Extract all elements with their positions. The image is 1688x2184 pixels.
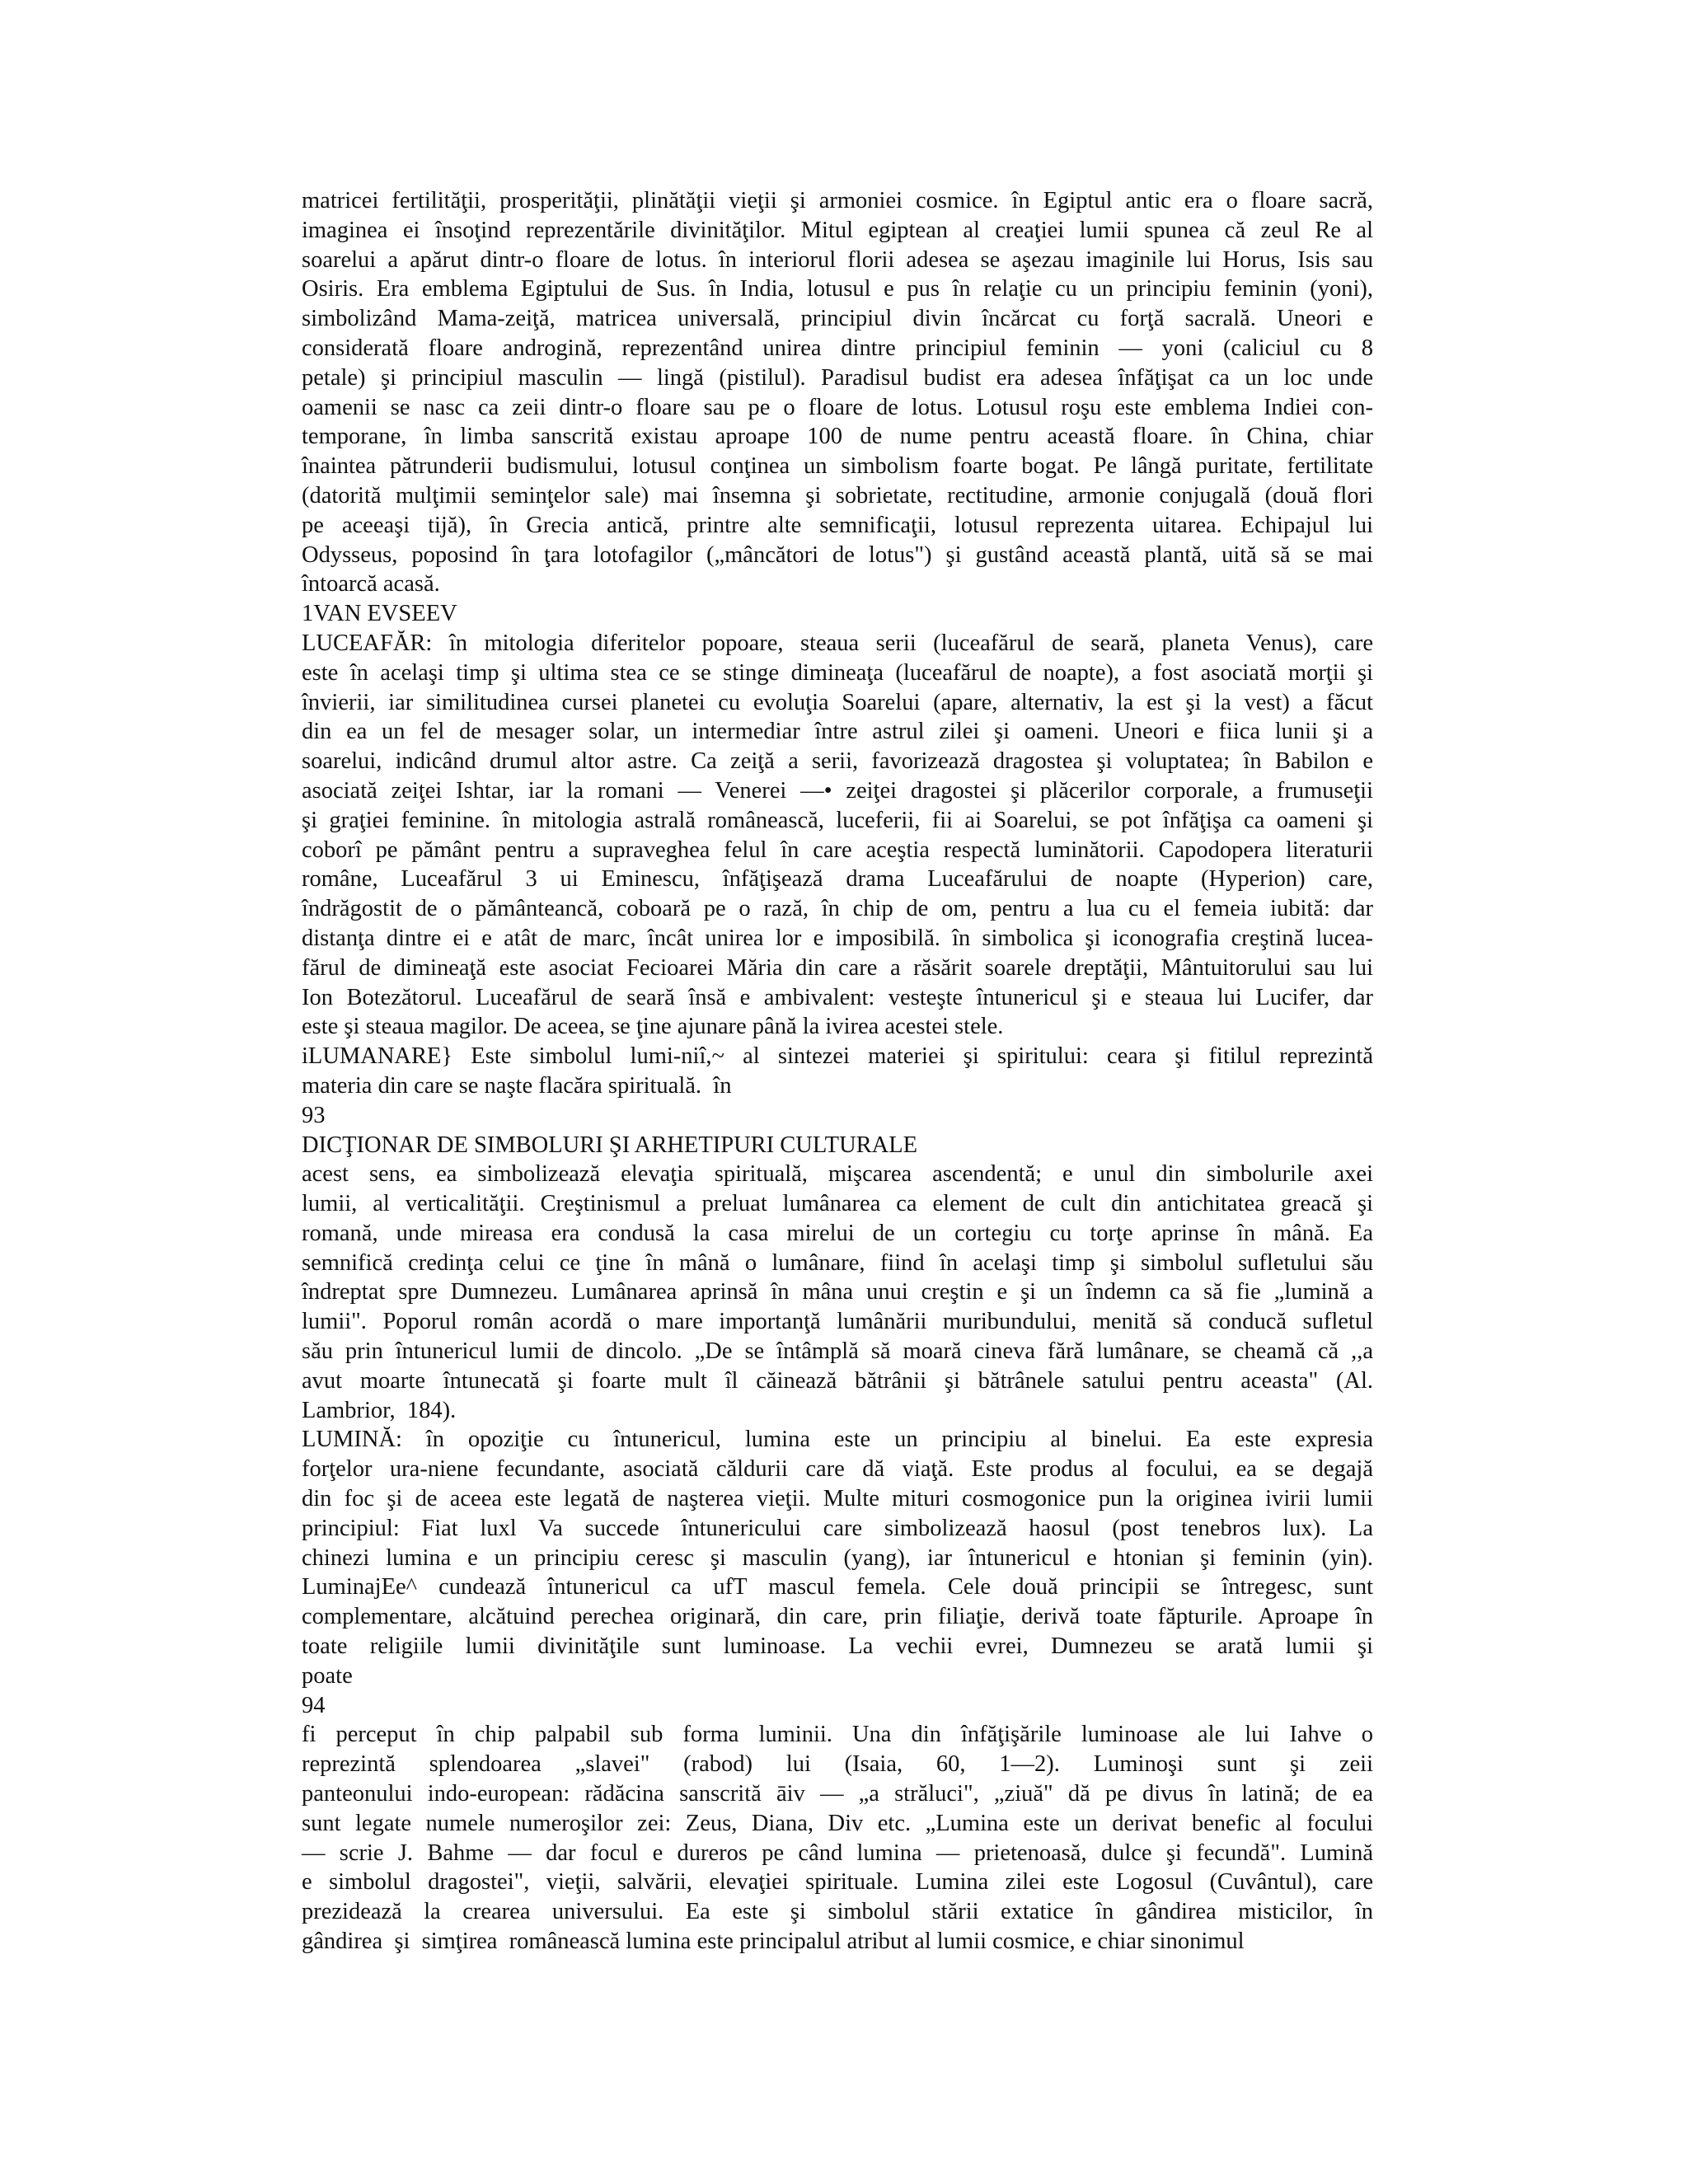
text-line: semnifică credinţa celui ce ţine în mână o lumânare, fiind în acelaşi timp şi simbolul sufletului său [302,1249,1373,1276]
text-line: romană, unde mireasa era condusă la casa mirelui de un cortegiu cu torţe aprinse în mână. Ea [302,1220,1373,1246]
text-line: şi graţiei feminine. în mitologia astrală românească, luceferii, fii ai Soarelui, se pot înfăţişa ca oameni şi [302,807,1373,833]
text-line: iLUMANARE} Este simbolul lumi-niî,~ al sintezei materiei şi spiritului: ceara şi fitilul reprezintă [302,1043,1373,1070]
text-line: fărul de dimineaţă este asociat Fecioarei Măria din care a răsărit soarele dreptăţii, Mântuitorului sau lui [302,954,1373,981]
text-line: este şi steaua magilor. De aceea, se ţine ajunare până la ivirea acestei stele. [302,1014,1004,1040]
text-line: e simbolul dragostei", vieţii, salvării, elevaţiei spirituale. Lumina zilei este Logosul (Cuvântul), care [302,1869,1373,1896]
text-line: înaintea pătrunderii budismului, lotusul conţinea un simbolism foarte bogat. Pe lângă puritate, fertilitate [302,453,1373,480]
text-line: său prin întunericul lumii de dincolo. „De se întâmplă să moară cineva fără lumânare, se cheamă că ,,a [302,1338,1373,1365]
text-line: din foc şi de aceea este legată de naşterea vieţii. Multe mituri cosmogonice pun la originea ivirii lumii [302,1486,1373,1512]
text-line: soarelui, indicând drumul altor astre. Ca zeiţă a serii, favorizează dragostea şi voluptatea; în Babilon e [302,748,1373,775]
text-line: LuminajEe^ cundează întunericul ca ufT mascul femela. Cele două principii se întregesc, sunt [302,1574,1373,1601]
text-line: îndrăgostit de o pământeancă, coboară pe o rază, în chip de om, pentru a lua cu el femeia iubită: dar [302,896,1373,922]
text-line: Lambrior, 184). [302,1397,457,1423]
text-line: poate [302,1662,353,1689]
text-line: îndreptat spre Dumnezeu. Lumânarea aprinsă în mâna unui creştin e şi un îndemn ca să fie „lumină a [302,1279,1373,1305]
text-line: lumii, al verticalităţii. Creştinismul a preluat lumânarea ca element de cult din antichitatea greacă şi [302,1191,1373,1217]
text-line: sunt legate numele numeroşilor zei: Zeus, Diana, Div etc. „Lumina este un derivat benefic al focului [302,1810,1373,1836]
text-line: DICŢIONAR DE SIMBOLURI ŞI ARHETIPURI CULTURALE [302,1132,918,1158]
text-line: acest sens, ea simbolizează elevaţia spirituală, mişcarea ascendentă; e unul din simbolurile axei [302,1161,1373,1188]
text-line: Ion Botezătorul. Luceafărul de seară însă e ambivalent: vesteşte întunericul şi e steaua lui Lucifer, dar [302,984,1373,1010]
text-line: învierii, iar similitudinea cursei planetei cu evoluţia Soarelui (apare, alternativ, la est şi la vest) a făcut [302,689,1373,715]
text-line: Odysseus, poposind în ţara lotofagilor („mâncători de lotus") şi gustând această plantă, uită să se mai [302,541,1373,568]
text-line: coborî pe pământ pentru a supraveghea felul în care aceştia respectă luminătorii. Capodopera literaturii [302,837,1373,863]
text-line: imaginea ei însoţind reprezentările divinităţilor. Mitul egiptean al creaţiei lumii spunea că zeul Re al [302,217,1373,243]
text-line: chinezi lumina e un principiu ceresc şi masculin (yang), iar întunericul e htonian şi feminin (yin). [302,1544,1373,1571]
text-line: (datorită mulţimii seminţelor sale) mai însemna şi sobrietate, rectitudine, armonie conjugală (două flori [302,482,1373,509]
text-line: Osiris. Era emblema Egiptului de Sus. în India, lotusul e pus în relaţie cu un principiu feminin (yoni), [302,276,1373,302]
text-line: lumii". Poporul român acordă o mare importanţă lumânării muribundului, menită să conducă sufletul [302,1309,1373,1335]
text-line: simbolizând Mama-zeiţă, matricea universală, principiul divin încărcat cu forţă sacrală. Uneori e [302,306,1373,332]
text-line: materia din care se naşte flacăra spirituală. în [302,1072,732,1099]
text-line: temporane, în limba sanscrită existau aproape 100 de nume pentru această floare. în China, chiar [302,424,1373,450]
text-line: române, Luceafărul 3 ui Eminescu, înfăţişează drama Luceafărului de noapte (Hyperion) care, [302,866,1373,893]
text-line: LUCEAFĂR: în mitologia diferitelor popoare, steaua serii (luceafărul de seară, planeta Venus), care [302,630,1373,656]
text-line: fi perceput în chip palpabil sub forma luminii. Una din înfăţişările luminoase ale lui Iahve o [302,1722,1373,1748]
text-line: oamenii se nasc ca zeii dintr-o floare sau pe o floare de lotus. Lotusul roşu este emblema Indiei con- [302,394,1373,420]
text-line: forţelor ura-niene fecundante, asociată căldurii care dă viaţă. Este produs al focului, ea se degajă [302,1456,1373,1483]
text-line: asociată zeiţei Ishtar, iar la romani — Venerei —• zeiţei dragostei şi plăcerilor corporale, a frumuseţii [302,777,1373,804]
text-line: soarelui a apărut dintr-o floare de lotus. în interiorul florii adesea se aşezau imaginile lui Horus, Isis sau [302,246,1373,273]
text-line: gândirea şi simţirea românească lumina este principalul atribut al lumii cosmice, e chiar sinonimul [302,1929,1245,1955]
text-line: pe aceeaşi tijă), în Grecia antică, printre alte semnificaţii, lotusul reprezenta uitarea. Echipajul lui [302,512,1373,538]
text-line: prezidează la crearea universului. Ea este şi simbolul stării extatice în gândirea misticilor, în [302,1899,1373,1925]
text-line: întoarcă acasă. [302,571,440,598]
text-line: — scrie J. Bahme — dar focul e dureros pe când lumina — prietenoasă, dulce şi fecundă". Lumină [302,1840,1373,1866]
text-line: complementare, alcătuind perechea originară, din care, prin filiaţie, derivă toate făpturile. Aproape în [302,1604,1373,1630]
text-line: panteonului indo-european: rădăcina sanscrită āiv — „a străluci", „ziuă" dă pe divus în latină; de ea [302,1781,1373,1807]
text-line: 94 [302,1692,326,1718]
text-line: toate religiile lumii divinităţile sunt luminoase. La vechii evrei, Dumnezeu se arată lumii şi [302,1633,1373,1660]
text-line: avut moarte întunecată şi foarte mult îl căinează bătrânii şi bătrânele satului pentru aceasta" (Al. [302,1367,1373,1394]
text-line: distanţa dintre ei e atât de marc, încât unirea lor e imposibilă. în simbolica şi iconografia creştină lucea- [302,925,1373,951]
text-line: 93 [302,1102,326,1128]
text-line: LUMINĂ: în opoziţie cu întunericul, lumina este un principiu al binelui. Ea este expresia [302,1427,1373,1453]
text-line: 1VAN EVSEEV [302,601,457,627]
text-line: reprezintă splendoarea „slavei" (rabod) lui (Isaia, 60, 1—2). Luminoşi sunt şi zeii [302,1751,1373,1778]
text-line: principiul: Fiat luxl Va succede întunericului care simbolizează haosul (post tenebros lux). La [302,1515,1373,1541]
text-line: considerată floare androgină, reprezentând unirea dintre principiul feminin — yoni (caliciul cu 8 [302,335,1373,361]
text-line: din ea un fel de mesager solar, un intermediar între astrul zilei şi oameni. Uneori e fiica lunii şi a [302,719,1373,745]
text-line: matricei fertilităţii, prosperităţii, plinătăţii vieţii şi armoniei cosmice. în Egiptul antic era o floare sacră, [302,188,1373,213]
text-line: este în acelaşi timp şi ultima stea ce se stinge dimineaţa (luceafărul de noapte), a fost asociată morţii şi [302,659,1373,686]
text-line: petale) şi principiul masculin — lingă (pistilul). Paradisul budist era adesea înfăţişat ca un loc unde [302,364,1373,391]
document-page [302,186,1373,1957]
